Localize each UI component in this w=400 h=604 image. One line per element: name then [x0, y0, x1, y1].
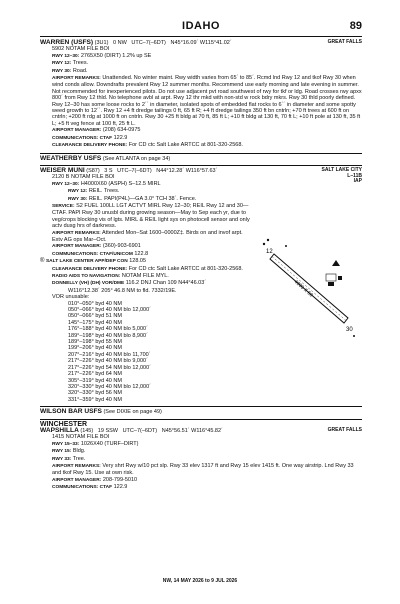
entry-warren: WARREN (USFS) (3U1) 0 NW UTC–7(–6DT) N45°16.09´ W115°41.02´ GREAT FALLS 5902 NOTAM FILE BOI RWY 12–30: 2765X50 (DIRT) 1.2% up SE RWY 12: Trees. RWY 30: Road. AIRPORT REMARKS: Unattended. No winter maint. Rwy width varies from 65´ to 85´. Rcmd lnd Rwy 12 and tkof Rwy 30 when wind conds allow. Downdrafts prevalent Rwy 12 summer months. Recommend use early morning and late evening in summer. Not recommended for inexperienced pilots. Do not use adjacent pvt road southwest of rwy for tkf or ldg. Road crosses rwy apxx 800´ from Rwy 12 thld. No telephone avbl at arpt. Rwy 12 thr mkd with non-std w rock bdry mkrs. Rwy 30 thld poorly defined. Rwy 12–30 has some loose rocks to 2´´ in diameter, isolated spots of embedded flat rocks to 6´´ in diameter and some spotty weed growth to 12´´. Rwy 12 +4 ft dredge tailings 0 ft, 65 ft R; +4 ft dredge tailings 350 ft bn cntrln; +70 ft trees at 600 ft on cntrln; +200 ft rdg at 1000 ft on cntrln. Rwy 30 +25 ft bldg at 70 ft, 85 ft L; +10 ft bldg at 130 ft, 70 ft L; +10 ft pole at 130 ft, 35 ft L; +5 ft veg fence at 100 ft, 25 ft L. AIRPORT MANAGER: (208) 634-0975 COMMUNICATIONS: CTAF 122.9 CLEARANCE DELIVERY PHONE: For CD ctc Salt Lake ARTCC at 801-320-2568.	[40, 39, 362, 149]
vor-unusable-item: 145°–175° byd 40 NM	[68, 319, 122, 326]
sectional-chart: GREAT FALLS	[327, 39, 362, 45]
entry-weatherby: WEATHERBY USFS (See ATLANTA on page 34)	[40, 154, 171, 162]
cross-reference: (See ATLANTA on page 34)	[102, 155, 171, 162]
page-number: 89	[349, 20, 362, 32]
divider	[40, 165, 362, 166]
vor-unusable-item: 217°–226° byd 40 NM blo 9,000´	[68, 358, 148, 365]
airport-name: WARREN (USFS)	[40, 39, 94, 46]
airport-remarks: Unattended. No winter maint. Rwy width varies from 65´ to 85´. Rcmd lnd Rwy 12 and tkof Rwy 30 when wind conds allow. Downdrafts prevalent Rwy 12 summer months. Recommend use early morning and late evening in summer. Not recommended for inexperienced pilots. Do not use adjacent pvt road southwest of rwy for tkf or ldg. Road crosses rwy apxx 800´ from Rwy 12 thld. No telephone avbl at arpt. Rwy 12 thr mkd with non-std w rock bdry mkrs. Rwy 30 thld poorly defined. Rwy 12–30 has some loose rocks to 2´´ in diameter, isolated spots of embedded flat rocks to 6´´ in diameter and some spotty weed growth to 12´´. Rwy 12 +4 ft dredge tailings 0 ft, 65 ft R; +4 ft dredge tailings 350 ft bn cntrln; +70 ft trees at 600 ft on cntrln; +200 ft rdg at 1000 ft on cntrln. Rwy 30 +25 ft bldg at 70 ft, 85 ft L; +10 ft bldg at 130 ft, 70 ft L; +10 ft pole at 130 ft, 35 ft L; +5 ft veg fence at 100 ft, 25 ft L.	[52, 75, 362, 127]
cross-reference: (See DIXIE on page 49)	[103, 409, 162, 416]
vor-unusable-item: 305°–319° byd 40 NM	[68, 377, 122, 384]
page-footer: NW, 14 MAY 2026 to 9 JUL 2026	[162, 578, 238, 584]
vor-unusable-item: 217°–226° byd 64 NM	[68, 371, 122, 378]
header-rule	[40, 36, 362, 37]
airport-diagram	[256, 226, 362, 348]
vor-unusable-item: 199°–206° byd 40 NM	[68, 345, 122, 352]
trees-icon	[263, 239, 355, 337]
vor-unusable-item: 320°–330° byd 40 NM blo 12,000´	[68, 383, 151, 390]
entry-wilson-bar: WILSON BAR USFS (See DIXIE on page 49)	[40, 408, 162, 416]
radar-icon: ®	[40, 258, 45, 265]
runway-end-12: 12	[266, 248, 273, 255]
vor-unusable-item: 331°–359° byd 40 NM	[68, 396, 122, 403]
apron	[326, 274, 342, 286]
divider	[40, 419, 362, 420]
airport-name: WEISER MUNI	[40, 166, 85, 174]
runway-end-30: 30	[346, 326, 353, 333]
city-heading: WINCHESTER	[40, 420, 88, 428]
vor-unusable-item: 050°–066° byd 40 NM blo 12,000´	[68, 307, 151, 314]
airport-name: WAPSHILLA	[40, 426, 79, 434]
vor-unusable-item: 207°–216° byd 40 NM blo 11,700´	[68, 351, 151, 358]
entry-weiser: WEISER MUNI (S87) 3 S UTC–7(–6DT) N44°12.28´ W116°57.63´ SALT LAKE CITY L–11B IAP 2120 B NOTAM FILE BOI RWY 12–30: H4000X60 (ASPH) S–12.5 MIRL RWY 12: REIL. Trees. RWY 30: REIL. PAPI(P4L)—GA 3.0° TCH 38´. Fence. SERVICE: S2 FUEL 100LL LGT ACTVT MIRL Rwy 12–30; REIL Rwy 12 and 30—CTAF. PAPI Rwy 30 unusbl during growing season—May to Sep each yr, due to veg/crops blocking vis of lgts. MIRL & REIL light sys on photocell sensor and only actv dusg hrs of darkness. AIRPORT REMARKS: Attended Mon–Sat 1600–0000Z‡. Birds on and invof arpt. Extv AG ops Mar–Oct. AIRPORT MANAGER: (360)-903-6901 COMMUNICATIONS: CTAF/UNICOM 122.8 ® SALT LAKE CENTER APP/DEP CON 128.05 CLEARANCE DELIVERY PHONE: For CD ctc Salt Lake ARTCC at 801-320-2568. RADIO AIDS TO NAVIGATION: NOTAM FILE MYL. DONNELLY (VH) (DH) VOR/DME 116.2 DNJ Chan 109 N44°46.03´ W116°12.38´ 205° 46.8 NM to fld. 7332/19E. VOR unusable: 010°–050° byd 40 NM 050°–066° byd 40 NM blo 12,000´ 050°–066° byd 51 NM 145°–175° byd 40 NM 176°–188° byd 40 NM blo 5,000´ 189°–198° byd 40 NM blo 8,900´ 189°–198° byd 55 NM 199°–206° byd 40 NM 207°–216° byd 40 NM blo 11,700´ 217°–226° byd 40 NM blo 9,000´ 217°–226° byd 54 NM blo 12,000´ 217°–226° byd 64 NM 305°–319° byd 40 NM 320°–330° byd 40 NM blo 12,000´ 320°–330° byd 56 NM 331°–359° byd 40 NM 12 30 4000 X 60	[40, 166, 362, 403]
entry-wapshilla: WAPSHILLA (145) 19 SSW UTC–7(–6DT) N45°56.51´ W116°45.82´ GREAT FALLS 1415 NOTAM FILE BOI RWY 15–33: 1026X40 (TURF–DIRT) RWY 15: Bldg. RWY 33: Tree. AIRPORT REMARKS: Very shrt Rwy w/10 pct slp. Rwy 33 elev 1317 ft and Rwy 15 elev 1415 ft. One way airstrip. Lnd Rwy 33 and tkof Rwy 15. Use at own risk. AIRPORT MANAGER: 208-799-5010 COMMUNICATIONS: CTAF 122.9	[40, 426, 362, 491]
vor-unusable-item: 320°–330° byd 56 NM	[68, 390, 122, 397]
divider	[40, 153, 362, 154]
runway-dimensions: 4000 X 60	[292, 278, 314, 299]
vor-unusable-item: 189°–198° byd 40 NM blo 8,900´	[68, 332, 148, 339]
airport-remarks: Attended Mon–Sat 1600–0000Z‡. Birds on and invof arpt. Extv AG ops Mar–Oct.	[52, 229, 243, 243]
wind-indicator-icon	[332, 260, 340, 266]
airport-remarks: Very shrt Rwy w/10 pct slp. Rwy 33 elev 1317 ft and Rwy 15 elev 1415 ft. One way airstrip. Lnd Rwy 33 and tkof Rwy 15. Use at own risk.	[52, 462, 354, 477]
state-title: IDAHO	[182, 20, 220, 32]
vor-unusable-item: 010°–050° byd 40 NM	[68, 300, 122, 307]
vor-unusable-item: 050°–066° byd 51 NM	[68, 313, 122, 320]
page-content	[40, 40, 362, 492]
vor-unusable-item: 189°–198° byd 55 NM	[68, 339, 122, 346]
divider	[40, 406, 362, 407]
sectional-chart: GREAT FALLS	[327, 426, 362, 433]
chart-refs: SALT LAKE CITY L–11B IAP	[321, 166, 362, 185]
vor-unusable-item: 176°–188° byd 40 NM blo 5,000´	[68, 326, 148, 333]
page-header	[40, 20, 362, 36]
vor-unusable-item: 217°–226° byd 54 NM blo 12,000´	[68, 364, 151, 371]
